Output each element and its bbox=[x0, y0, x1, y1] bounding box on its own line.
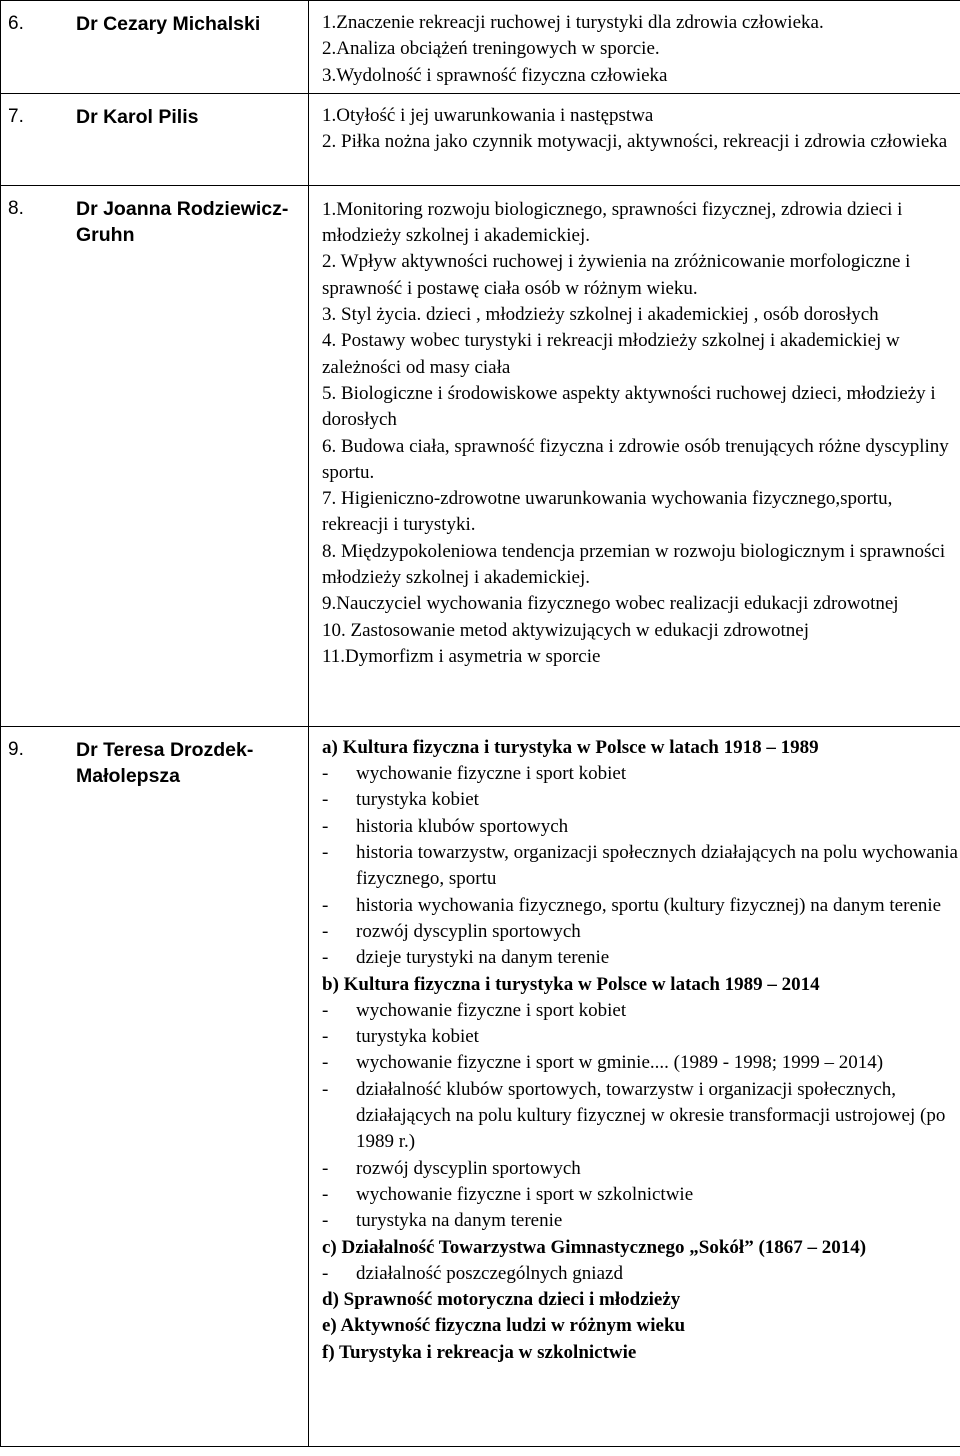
topic-item: 2. Piłka nożna jako czynnik motywacji, aktywności, rekreacji i zdrowia człowieka bbox=[322, 131, 948, 153]
list-item-text: turystyka kobiet bbox=[356, 789, 479, 811]
dash-bullet: - bbox=[322, 920, 329, 942]
list-item-text: wychowanie fizyczne i sport w szkolnictwie bbox=[356, 1183, 694, 1205]
list-item bbox=[322, 945, 960, 971]
list-item bbox=[322, 840, 960, 893]
list-item bbox=[322, 761, 960, 787]
section-heading: e) Aktywność fizyczna ludzi w różnym wieku bbox=[322, 1315, 686, 1337]
dash-bullet: - bbox=[322, 842, 329, 864]
topic-item: 8. Międzypokoleniowa tendencja przemian w rozwoju biologicznym i sprawności młodzieży szkolnej i akademickiej. bbox=[322, 540, 946, 589]
topics-cell bbox=[309, 1, 960, 94]
topics-cell bbox=[309, 726, 960, 1446]
list-item bbox=[322, 1182, 960, 1208]
topic-item: 4. Postawy wobec turystyki i rekreacji młodzieży szkolnej i akademickiej w zależności od masy ciała bbox=[322, 330, 900, 378]
dash-bullet: - bbox=[322, 1078, 329, 1100]
supervisor-cell bbox=[1, 1, 309, 94]
list-item-text: wychowanie fizyczne i sport kobiet bbox=[356, 763, 627, 785]
section-heading: c) Działalność Towarzystwa Gimnastycznego „Sokół” (1867 – 2014) bbox=[322, 1236, 867, 1258]
dash-bullet: - bbox=[322, 1262, 329, 1284]
list-item bbox=[322, 998, 960, 1024]
topic-item: 11.Dymorfizm i asymetria w sporcie bbox=[322, 645, 601, 667]
supervisor-cell bbox=[1, 185, 309, 726]
topic-item: 3. Styl życia. dzieci , młodzieży szkolnej i akademickiej , osób dorosłych bbox=[322, 304, 879, 326]
topic-item: 1.Otyłość i jej uwarunkowania i następstwa bbox=[322, 104, 654, 126]
section-heading: d) Sprawność motoryczna dzieci i młodzieży bbox=[322, 1289, 681, 1311]
supervisor-name: Dr Karol Pilis bbox=[76, 105, 199, 128]
dash-bullet: - bbox=[322, 947, 329, 969]
dash-bullet: - bbox=[322, 1210, 329, 1232]
topic-item: 6. Budowa ciała, sprawność fizyczna i zdrowie osób trenujących różne dyscypliny sportu. bbox=[322, 435, 949, 483]
topic-item: 9.Nauczyciel wychowania fizycznego wobec realizacji edukacji zdrowotnej bbox=[322, 593, 899, 615]
table-row bbox=[1, 93, 960, 185]
table-row bbox=[1, 1, 960, 94]
topic-item: 3.Wydolność i sprawność fizyczna człowieka bbox=[322, 64, 668, 86]
row-number: 6. bbox=[8, 13, 24, 34]
list-item-text: działalność poszczególnych gniazd bbox=[356, 1262, 623, 1284]
topics-cell bbox=[309, 185, 960, 726]
topic-item: 2.Analiza obciążeń treningowych w sporcie. bbox=[322, 38, 660, 60]
list-item bbox=[322, 1208, 960, 1234]
dash-bullet: - bbox=[322, 1026, 329, 1048]
dash-bullet: - bbox=[322, 894, 329, 916]
list-item bbox=[322, 1077, 960, 1156]
topic-item: 5. Biologiczne i środowiskowe aspekty aktywności ruchowej dzieci, młodzieży i dorosłych bbox=[322, 382, 936, 431]
dash-bullet: - bbox=[322, 789, 329, 811]
list-item-text: rozwój dyscyplin sportowych bbox=[356, 920, 581, 942]
list-item-text: wychowanie fizyczne i sport kobiet bbox=[356, 999, 627, 1021]
table-row bbox=[1, 726, 960, 1446]
list-item-text: turystyka kobiet bbox=[356, 1026, 479, 1048]
supervisor-cell bbox=[1, 726, 309, 1446]
topics-cell bbox=[309, 93, 960, 185]
list-item bbox=[322, 893, 960, 919]
section-heading: b) Kultura fizyczna i turystyka w Polsce w latach 1989 – 2014 bbox=[322, 973, 820, 995]
row-number: 7. bbox=[8, 105, 24, 127]
dash-bullet: - bbox=[322, 1052, 329, 1074]
list-item-text: historia towarzystw, organizacji społecznych działających na polu wychowania fizycznego, sportu bbox=[356, 842, 958, 890]
list-item-text: dzieje turystyki na danym terenie bbox=[356, 947, 610, 969]
list-item bbox=[322, 1156, 960, 1182]
dash-bullet: - bbox=[322, 1157, 329, 1179]
topic-item: 1.Znaczenie rekreacji ruchowej i turystyki dla zdrowia człowieka. bbox=[322, 12, 824, 33]
list-item-text: turystyka na danym terenie bbox=[356, 1210, 563, 1232]
list-item bbox=[322, 919, 960, 945]
list-item bbox=[322, 1050, 960, 1076]
topic-item: 7. Higieniczno-zdrowotne uwarunkowania wychowania fizycznego,sportu, rekreacji i turystyki. bbox=[322, 488, 893, 536]
list-item-text: historia klubów sportowych bbox=[356, 815, 569, 837]
list-item bbox=[322, 1261, 960, 1287]
list-item bbox=[322, 787, 960, 813]
supervisor-cell bbox=[1, 93, 309, 185]
dash-bullet: - bbox=[322, 1183, 329, 1205]
dash-bullet: - bbox=[322, 763, 329, 785]
list-item-text: historia wychowania fizycznego, sportu (kultury fizycznej) na danym terenie bbox=[356, 894, 942, 916]
list-item bbox=[322, 1024, 960, 1050]
supervisor-name: Dr Teresa Drozdek-Małolepsza bbox=[76, 738, 254, 787]
list-item-text: wychowanie fizyczne i sport w gminie.... (1989 - 1998; 1999 – 2014) bbox=[356, 1052, 884, 1074]
list-item bbox=[322, 814, 960, 840]
row-number: 9. bbox=[8, 738, 24, 760]
list-item-text: działalność klubów sportowych, towarzystw i organizacji społecznych, działających na polu kultury fizycznej w okresie transformacji ustrojowej (po 1989 r.) bbox=[356, 1078, 946, 1153]
dash-bullet: - bbox=[322, 815, 329, 837]
row-number: 8. bbox=[8, 197, 24, 219]
section-heading: f) Turystyka i rekreacja w szkolnictwie bbox=[322, 1341, 637, 1363]
topic-item: 10. Zastosowanie metod aktywizujących w edukacji zdrowotnej bbox=[322, 619, 809, 641]
section-heading: a) Kultura fizyczna i turystyka w Polsce w latach 1918 – 1989 bbox=[322, 736, 819, 758]
topic-item: 2. Wpływ aktywności ruchowej i żywienia na zróżnicowanie morfologiczne i sprawność i postawę ciała osób w różnym wieku. bbox=[322, 251, 911, 299]
supervisor-name: Dr Cezary Michalski bbox=[76, 13, 261, 35]
topic-item: 1.Monitoring rozwoju biologicznego, sprawności fizycznej, zdrowia dzieci i młodzieży szkolnej i akademickiej. bbox=[322, 198, 903, 247]
dash-bullet: - bbox=[322, 999, 329, 1021]
supervisor-name: Dr Joanna Rodziewicz-Gruhn bbox=[76, 197, 289, 246]
table-row bbox=[1, 185, 960, 726]
list-item-text: rozwój dyscyplin sportowych bbox=[356, 1157, 581, 1179]
